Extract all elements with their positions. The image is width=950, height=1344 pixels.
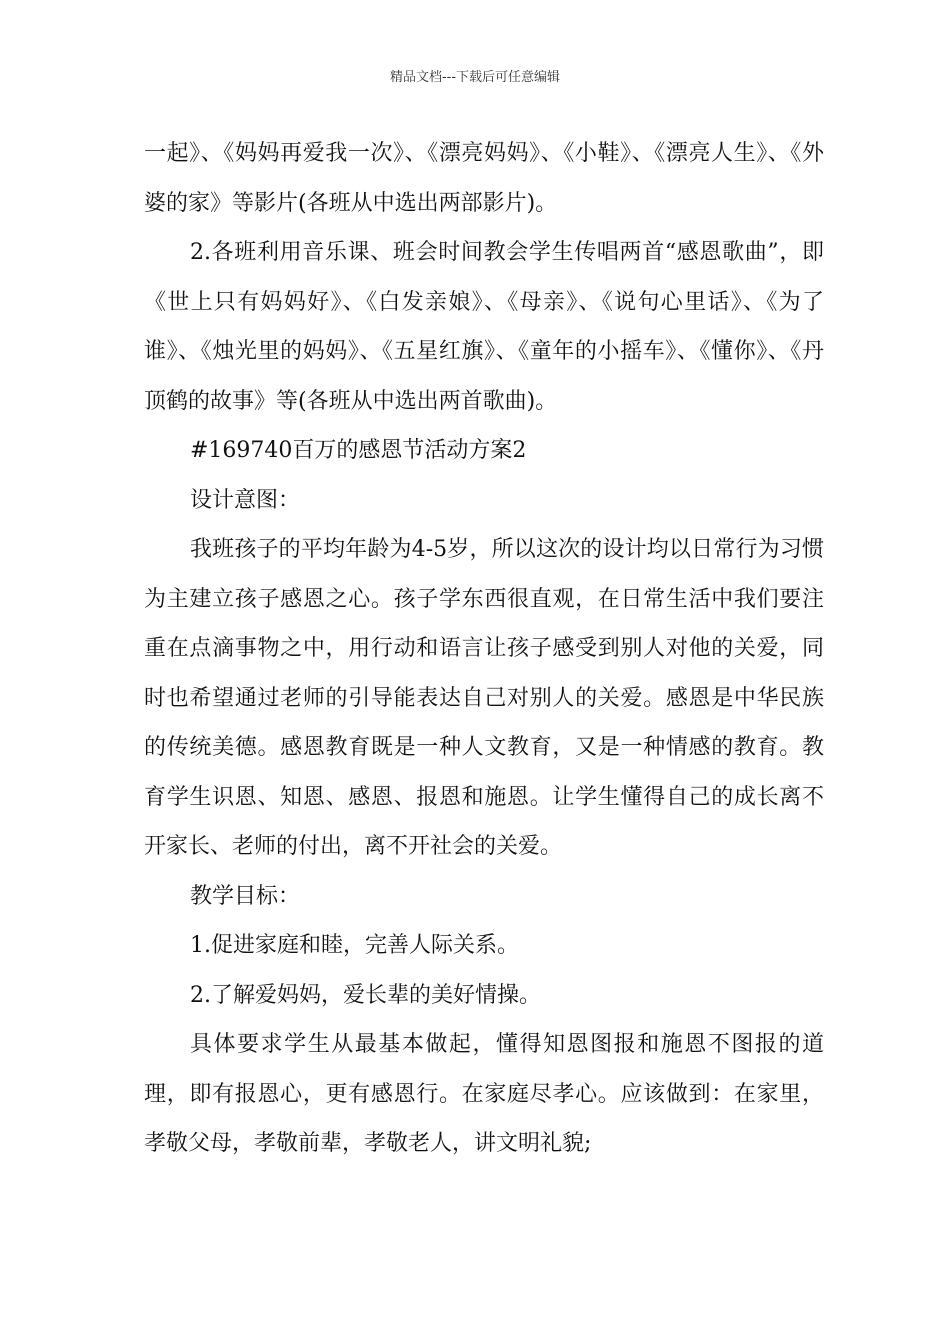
document-body <box>144 129 824 1169</box>
paragraph-film-list-continued: 一起》、《妈妈再爱我一次》、《漂亮妈妈》、《小鞋》、《漂亮人生》、《外婆的家》等影片(各班从中选出两部影片)。 <box>144 141 824 216</box>
page-header: 精品文档---下载后可任意编辑 <box>389 70 561 85</box>
teaching-goals-heading: 教学目标： <box>190 883 301 909</box>
paragraph-song-list: 2.各班利用音乐课、班会时间教会学生传唱两首“感恩歌曲”，即《世上只有妈妈好》、《白发亲娘》、《母亲》、《说句心里话》、《为了谁》、《烛光里的妈妈》、《五星红旗》、《童年的小摇车》、《懂你》、《丹顶鹤的故事》等(各班从中选出两首歌曲)。 <box>144 240 824 414</box>
design-intent-paragraph: 我班孩子的平均年龄为4-5岁，所以这次的设计均以日常行为习惯为主建立孩子感恩之心。孩子学东西很直观，在日常生活中我们要注重在点滴事物之中，用行动和语言让孩子感受到别人对他的关爱，同时也希望通过老师的引导能表达自己对别人的关爱。感恩是中华民族的传统美德。感恩教育既是一种人文教育，又是一种情感的教育。教育学生识恩、知恩、感恩、报恩和施恩。让学生懂得自己的成长离不开家长、老师的付出，离不开社会的关爱。 <box>144 537 824 859</box>
section-heading: #169740百万的感恩节活动方案2 <box>190 438 527 463</box>
requirements-paragraph: 具体要求学生从最基本做起，懂得知恩图报和施恩不图报的道理，即有报恩心，更有感恩行。在家庭尽孝心。应该做到：在家里，孝敬父母，孝敬前辈，孝敬老人，讲文明礼貌; <box>144 1032 824 1156</box>
design-intent-heading: 设计意图： <box>190 487 301 513</box>
goal-item-1: 1.促进家庭和睦，完善人际关系。 <box>190 933 519 958</box>
goal-item-2: 2.了解爱妈妈，爱长辈的美好情操。 <box>190 982 541 1008</box>
